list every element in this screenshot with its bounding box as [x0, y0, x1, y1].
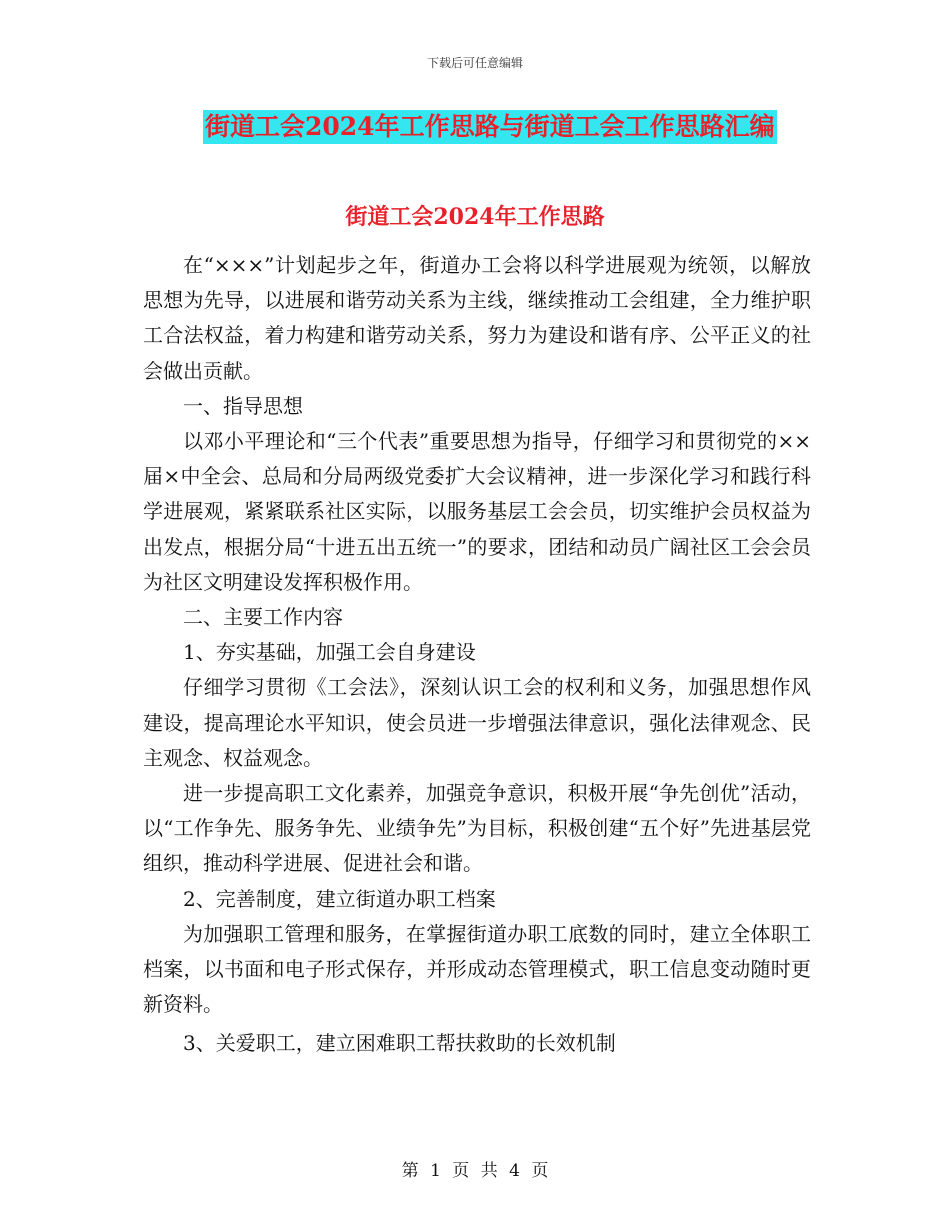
- subheading-3: 3、关爱职工，建立困难职工帮扶救助的长效机制: [183, 1031, 616, 1056]
- paragraph-guiding-thought: 以邓小平理论和“三个代表”重要思想为指导，仔细学习和贯彻党的××届×中全会、总局和分局两级党委扩大会议精神，进一步深化学习和践行科学进展观，紧紧联系社区实际，以服务基层工会会员，切实维护会员权益为出发点，根据分局“十进五出五统一”的要求，团结和动员广阔社区工会会员为社区文明建设发挥积极作用。: [143, 429, 811, 594]
- header-note: 下载后可任意编辑: [426, 56, 523, 70]
- paragraph-1a: 仔细学习贯彻《工会法》，深刻认识工会的权利和义务，加强思想作风建设，提高理论水平知识，使会员进一步增强法律意识，强化法律观念、民主观念、权益观念。: [143, 675, 811, 770]
- heading-main-work: 二、主要工作内容: [183, 605, 343, 630]
- heading-guiding-thought: 一、指导思想: [183, 393, 303, 418]
- paragraph-intro: 在“×××”计划起步之年，街道办工会将以科学进展观为统领，以解放思想为先导，以进展和谐劳动关系为主线，继续推动工会组建，全力维护职工合法权益，着力构建和谐劳动关系，努力为建设和谐有序、公平正义的社会做出贡献。: [143, 253, 811, 383]
- section-title: 街道工会2024年工作思路: [345, 204, 605, 230]
- paragraph-2: 为加强职工管理和服务，在掌握街道办职工底数的同时，建立全体职工档案，以书面和电子形式保存，并形成动态管理模式，职工信息变动随时更新资料。: [143, 921, 811, 1017]
- subheading-2: 2、完善制度，建立街道办职工档案: [183, 886, 496, 911]
- page-footer: 第 1 页 共 4 页: [401, 1161, 549, 1181]
- paragraph-1b: 进一步提高职工文化素养，加强竞争意识，积极开展“争先创优”活动， 以“工作争先、服务争先、业绩争先”为目标，积极创建“五个好”先进基层党组织，推动科学进展、促进社会和谐。: [143, 781, 811, 876]
- document-title: 街道工会2024年工作思路与街道工会工作思路汇编: [203, 110, 777, 144]
- subheading-1: 1、夯实基础，加强工会自身建设: [183, 640, 476, 665]
- body-text: [143, 248, 811, 1062]
